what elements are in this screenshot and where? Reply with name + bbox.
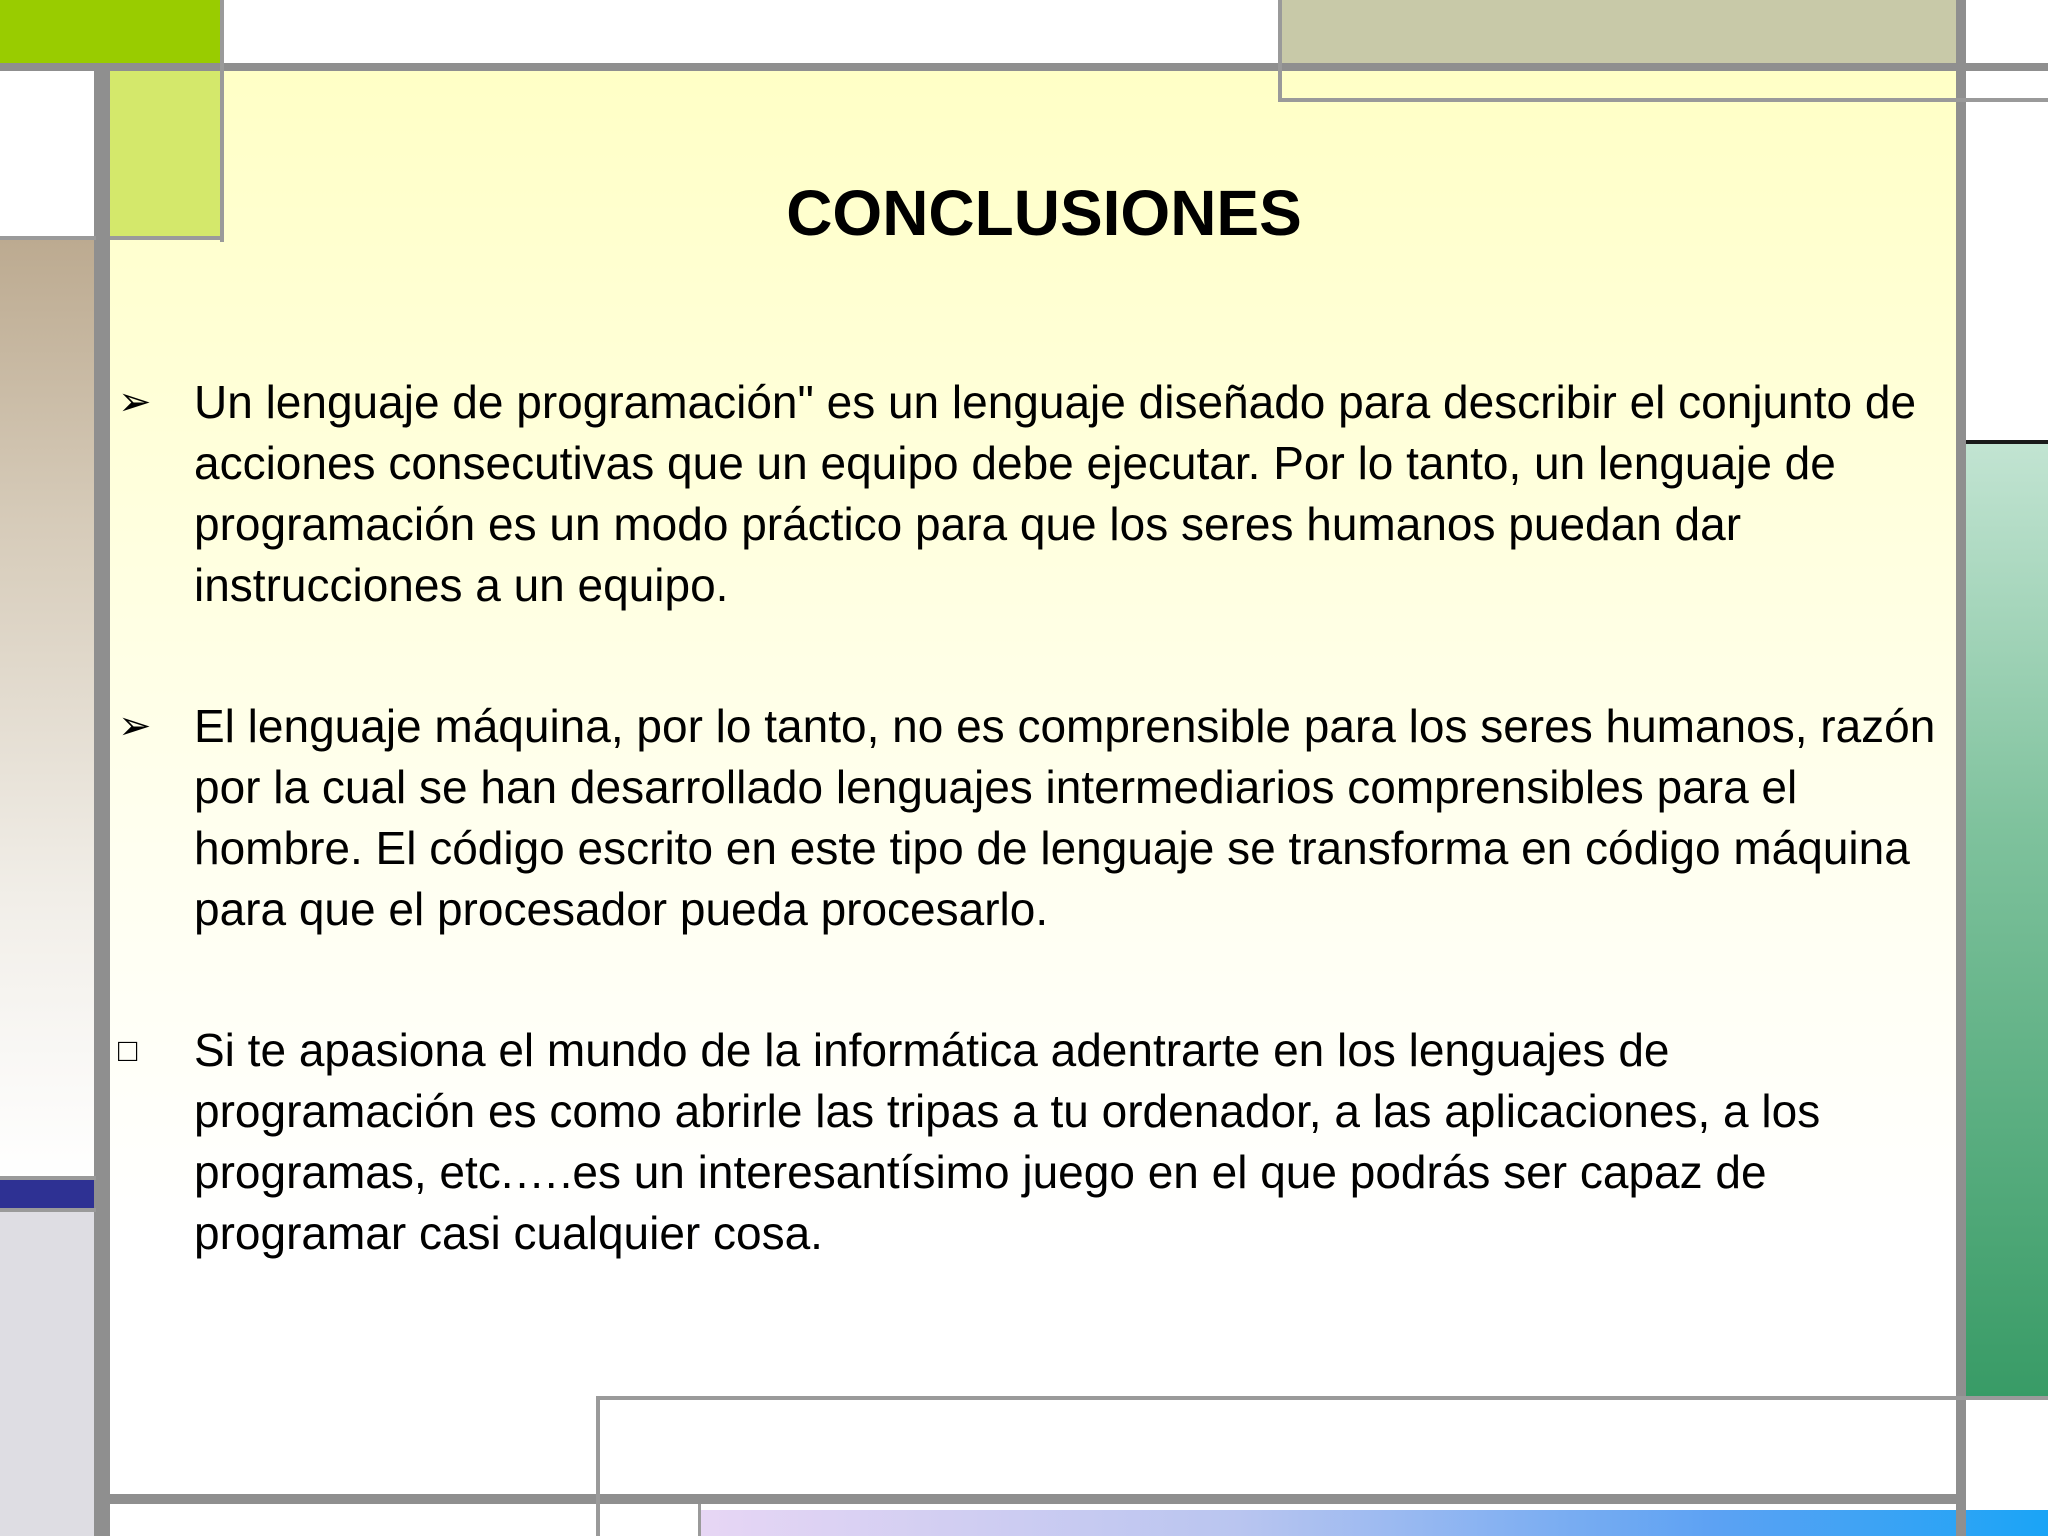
- list-item: [118, 696, 1948, 940]
- right-green-strip: [1966, 444, 2048, 1398]
- square-bullet-icon: □: [118, 1032, 138, 1068]
- bullet-list: [118, 372, 1948, 1344]
- olive-top-block: [1280, 0, 1958, 67]
- left-blue-strip: [0, 1180, 94, 1208]
- bottom-gradient-strip: [700, 1510, 2048, 1536]
- frame-line-olive-left: [1278, 0, 1282, 102]
- frame-line-left-top: [0, 236, 96, 240]
- frame-line-left: [94, 63, 110, 1536]
- frame-line-left-blue-top: [0, 1176, 96, 1180]
- frame-line-left-blue-bottom: [0, 1208, 96, 1212]
- green-corner-block: [0, 0, 222, 67]
- frame-line-bottom-box-top: [596, 1396, 1962, 1400]
- bullet-text: El lenguaje máquina, por lo tanto, no es comprensible para los seres humanos, razón por la cual se han desarrollado lenguajes intermediarios comprensibles para el hombre. El código escrito en este tipo de lenguaje se transforma en código máquina para que el procesador pueda procesarlo.: [194, 700, 1936, 935]
- bullet-text: Un lenguaje de programación" es un lenguaje diseñado para describir el conjunto de acciones consecutivas que un equipo debe ejecutar. Por lo tanto, un lenguaje de programación es un modo práctico para que los seres humanos puedan dar instrucciones a un equipo.: [194, 376, 1917, 611]
- list-item: [118, 1020, 1948, 1264]
- arrowhead-bullet-icon: ➢: [118, 380, 152, 424]
- left-gradient-strip: [0, 238, 94, 1180]
- bullet-text: Si te apasiona el mundo de la informática adentrarte en los lenguajes de programación es como abrirle las tripas a tu ordenador, a las aplicaciones, a los programas, etc.….es un interesantísimo juego en el que podrás ser capaz de programar casi cualquier cosa.: [194, 1024, 1821, 1259]
- slide-title: CONCLUSIONES: [786, 177, 1302, 249]
- frame-line-right-green-top: [1962, 1396, 2048, 1400]
- left-gray-strip: [0, 1208, 94, 1536]
- arrowhead-bullet-icon: ➢: [118, 704, 152, 748]
- frame-line-top: [0, 63, 2048, 71]
- list-item: [118, 372, 1948, 616]
- frame-line-bottom-grad-left: [698, 1504, 701, 1536]
- frame-line-olive-bottom: [1278, 98, 2048, 102]
- frame-line-bottom: [94, 1494, 1966, 1504]
- frame-line-bottom-box-left: [596, 1396, 600, 1536]
